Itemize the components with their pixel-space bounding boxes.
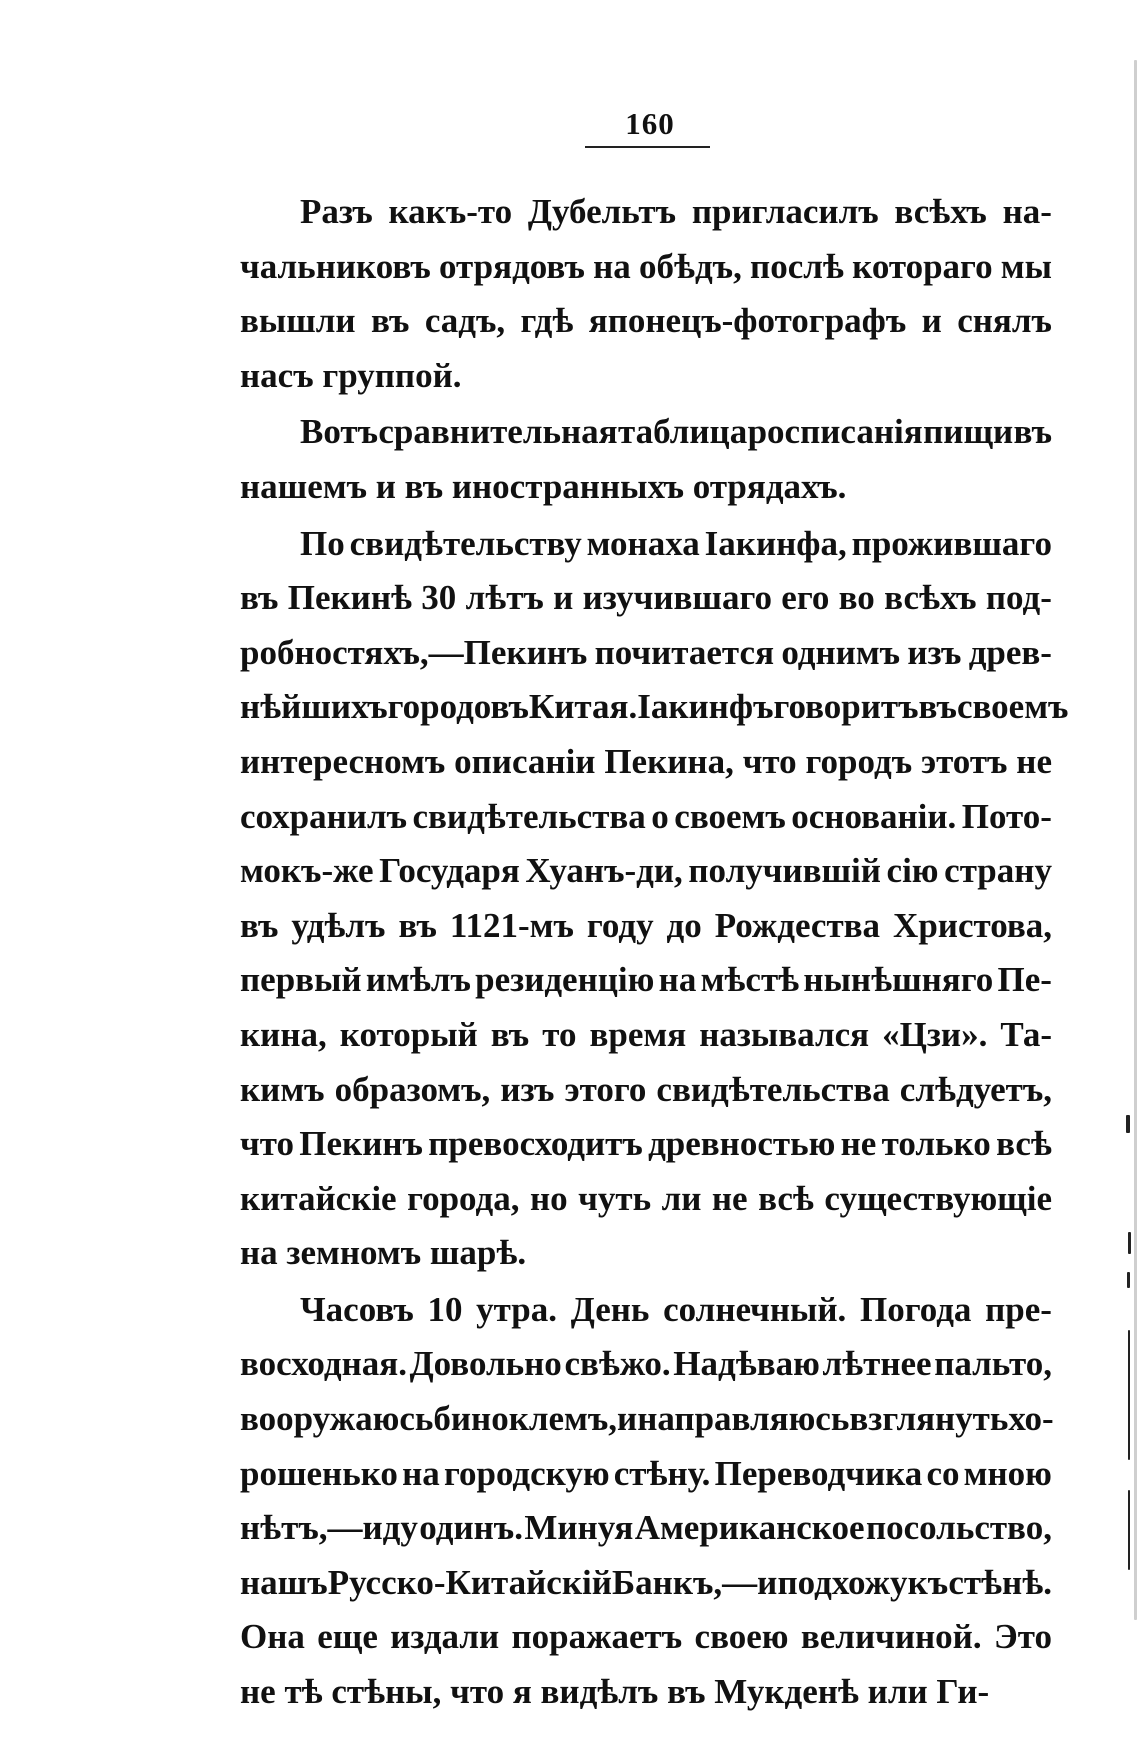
scan-mark bbox=[1126, 1115, 1130, 1133]
text-line: что Пекинъ превосходитъ древностью не только всѣ bbox=[240, 1124, 1052, 1164]
text-line: Вотъ сравнительная таблица росписанія пищи въ bbox=[300, 412, 1052, 452]
text-line: По свидѣтельству монаха Іакинфа, прожившаго bbox=[300, 523, 1052, 563]
text-line: нашъ Русско-Китайскій Банкъ,—и подхожу къ стѣнѣ. bbox=[240, 1562, 1052, 1602]
text-line: Часовъ 10 утра. День солнечный. Погода пре- bbox=[300, 1289, 1052, 1329]
scan-mark bbox=[1128, 1330, 1130, 1460]
text-line: кина, который въ то время назывался «Цзи». Та- bbox=[240, 1014, 1052, 1054]
text-line: вышли въ садъ, гдѣ японецъ-фотографъ и снялъ bbox=[240, 301, 1052, 341]
text-line: первый имѣлъ резиденцію на мѣстѣ нынѣшняго Пе- bbox=[240, 960, 1052, 1000]
text-line: сохранилъ свидѣтельства о своемъ основаніи. Пото- bbox=[240, 796, 1052, 836]
text-line: вооружаюсь биноклемъ, и направляюсь взглянуть хо- bbox=[240, 1399, 1054, 1439]
text-line: китайскіе города, но чуть ли не всѣ существующіе bbox=[240, 1178, 1052, 1218]
text-line: на земномъ шарѣ. bbox=[240, 1233, 527, 1273]
text-line: не тѣ стѣны, что я видѣлъ въ Мукденѣ или Ги- bbox=[240, 1672, 990, 1712]
text-line: мокъ-же Государя Хуанъ-ди, получившій сію страну bbox=[240, 851, 1052, 891]
scan-mark bbox=[1128, 1232, 1131, 1254]
page-text bbox=[240, 185, 1069, 1720]
text-line: восходная. Довольно свѣжо. Надѣваю лѣтнее пальто, bbox=[240, 1344, 1052, 1384]
scan-mark bbox=[1127, 1272, 1130, 1288]
page-number: 160 bbox=[625, 106, 675, 141]
text-line: нѣйшихъ городовъ Китая. Іакинфъ говоритъ въ своемъ bbox=[240, 687, 1069, 727]
text-line: интересномъ описаніи Пекина, что городъ этотъ не bbox=[240, 741, 1052, 781]
text-line: нашемъ и въ иностранныхъ отрядахъ. bbox=[240, 466, 847, 506]
text-line: насъ группой. bbox=[240, 355, 462, 395]
text-line: нѣтъ,—иду одинъ. Минуя Американское посольство, bbox=[240, 1508, 1052, 1548]
text-line: въ удѣлъ въ 1121-мъ году до Рождества Христова, bbox=[240, 905, 1052, 945]
text-line: чальниковъ отрядовъ на обѣдъ, послѣ котораго мы bbox=[240, 246, 1052, 286]
text-line: кимъ образомъ, изъ этого свидѣтельства слѣдуетъ, bbox=[240, 1069, 1052, 1109]
scan-mark bbox=[1128, 1490, 1130, 1570]
scan-mark bbox=[1134, 60, 1137, 1620]
text-line: въ Пекинѣ 30 лѣтъ и изучившаго его во всѣхъ под- bbox=[240, 578, 1052, 618]
text-line: рошенько на городскую стѣну. Переводчика со мною bbox=[240, 1453, 1052, 1493]
text-line: Разъ какъ-то Дубельтъ пригласилъ всѣхъ на- bbox=[300, 192, 1052, 231]
page-number-rule bbox=[585, 146, 710, 148]
text-line: Она еще издали поражаетъ своею величиной. Это bbox=[240, 1617, 1052, 1657]
text-line: робностяхъ,—Пекинъ почитается однимъ изъ древ- bbox=[240, 632, 1052, 672]
